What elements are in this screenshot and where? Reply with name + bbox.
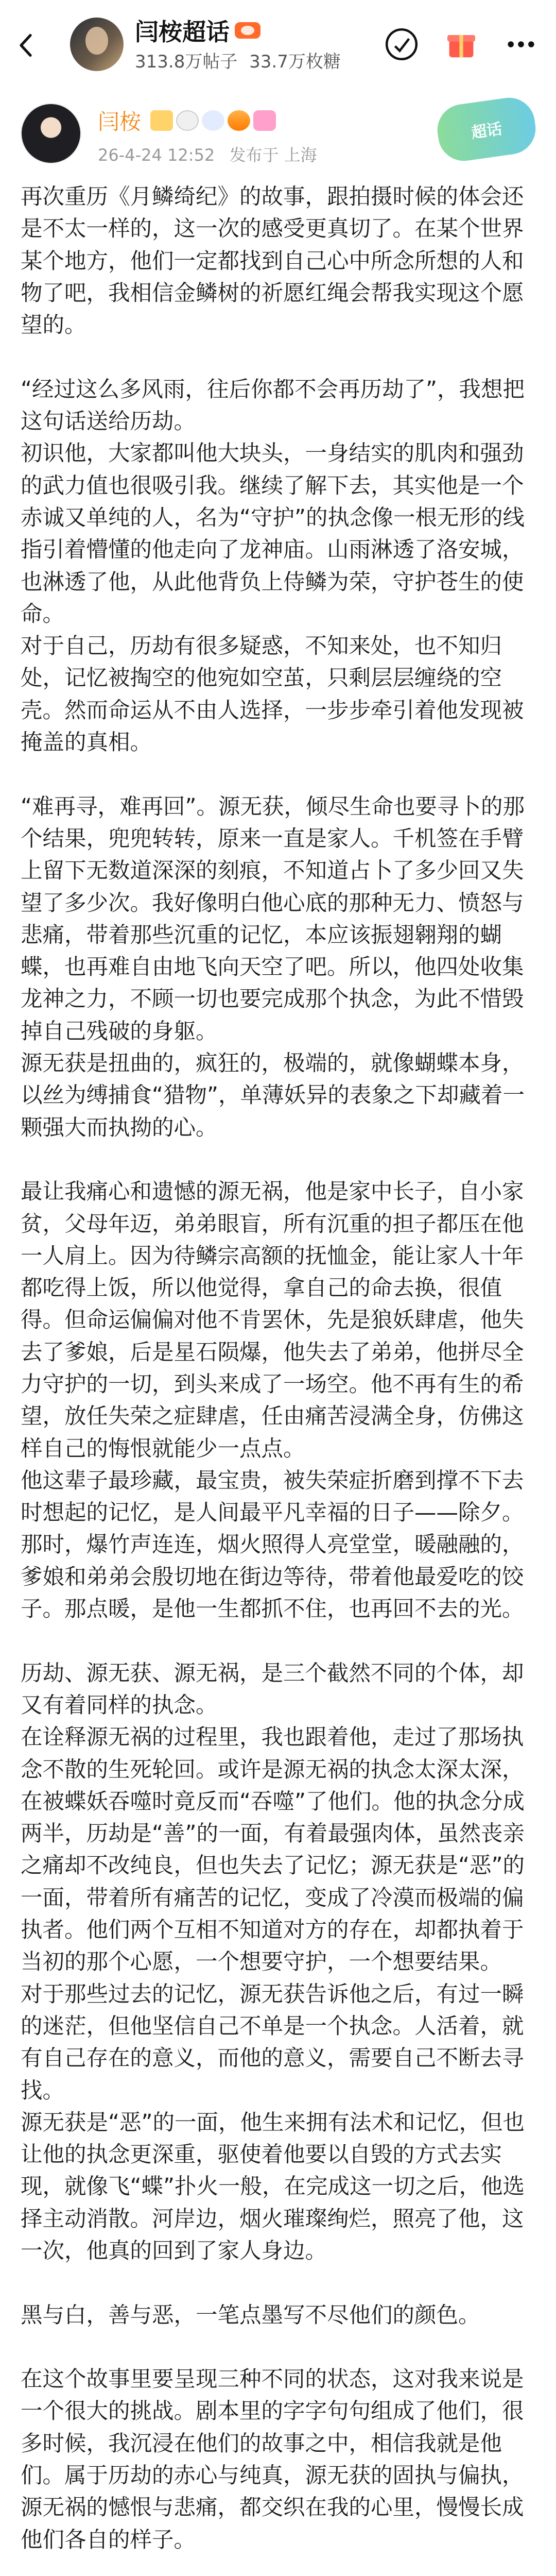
post-meta xyxy=(98,142,326,166)
post-paragraph: “经过这么多风雨，往后你都不会再历劫了”，我想把这句话送给历劫。 初识他，大家都叫他大块头，一身结实的肌肉和强劲的武力值也很吸引我。继续了解下去，其实他是一个赤诚又单纯的人，名为“守护”的执念像一根无形的线指引着懵懂的他走向了龙神庙。山雨淋透了洛安城，也淋透了他，从此他背负上侍鳞为荣，守护苍生的使命。 对于自己，历劫有很多疑惑，不知来处，也不知归处，记忆被掏空的他宛如空茧，只剩层层缠绕的空壳。然而命运从不由人选择，一步步牵引着他发现被掩盖的真相。 xyxy=(21,377,525,756)
post-paragraph: 历劫、源无获、源无祸，是三个截然不同的个体，却又有着同样的执念。 在诠释源无祸的过程里，我也跟着他，走过了那场执念不散的生死轮回。或许是源无祸的执念太深太深，在被蝶妖吞噬时竟反而“吞噬”了他们。他的执念分成两半，历劫是“善”的一面，有着最强肉体，虽然丧亲之痛却不改纯良，但也失去了记忆；源无获是“恶”的一面，带着所有痛苦的记忆，变成了冷漠而极端的偏执者。他们两个互相不知道对方的存在，却都执着于当初的那个心愿，一个想要守护，一个想要结果。 对于那些过去的记忆，源无获告诉他之后，有过一瞬的迷茫，但他坚信自己不单是一个执念。人活着，就有自己存在的意义，而他的意义，需要自己不断去寻找。 源无获是“恶”的一面，他生来拥有法术和记忆，但也让他的执念更深重，驱使着他要以自毁的方式去实现，就像飞“蝶”扑火一般，在完成这一切之后，他选择主动消散。河岸边，烟火璀璨绚烂，照亮了他，这一次，他真的回到了家人身边。 xyxy=(21,1660,525,2264)
post-count: 313.8万帖子 xyxy=(135,52,238,72)
supertopic-header xyxy=(0,0,556,84)
vip-badge-icon xyxy=(150,110,173,131)
supertopic-stats xyxy=(135,47,347,73)
post-content xyxy=(21,181,535,2576)
sun-badge-icon xyxy=(228,110,250,131)
author-badges xyxy=(150,110,276,131)
post-paragraph: 黑与白，善与恶，一笔点墨写不尽他们的颜色。 xyxy=(21,2302,480,2328)
sugar-count: 33.7万枚糖 xyxy=(249,52,341,72)
post-location: 发布于 上海 xyxy=(229,145,317,165)
supertopic-stamp: 超话 xyxy=(434,94,538,164)
author-name: 闫桉 xyxy=(98,109,142,134)
supertopic-name: 闫桉超话 xyxy=(135,18,230,46)
post-paragraph: 再次重历《月鳞绮纪》的故事，跟拍摄时候的体会还是不太一样的，这一次的感受更真切了。在某个世界某个地方，他们一定都找到自己心中所念所想的人和物了吧，我相信金鳞树的祈愿红绳会帮我实现这个愿望的。 xyxy=(21,184,524,338)
author-avatar[interactable] xyxy=(21,103,81,164)
heart-badge-icon xyxy=(253,110,276,131)
supertopic-title[interactable] xyxy=(135,13,260,47)
author-name-row[interactable] xyxy=(98,105,276,136)
back-arrow-icon[interactable] xyxy=(10,30,41,61)
supertopic-level-icon xyxy=(235,22,260,39)
post-paragraph: 在这个故事里要呈现三种不同的状态，这对我来说是一个很大的挑战。剧本里的字字句句组成了他们，很多时候，我沉浸在他们的故事之中，相信我就是他们。属于历劫的赤心与纯真，源无获的固执与偏执，源无祸的憾恨与悲痛，都交织在我的心里，慢慢长成他们各自的样子。 xyxy=(21,2367,524,2553)
more-icon[interactable] xyxy=(498,22,544,67)
gift-icon[interactable] xyxy=(439,22,484,67)
fan-badge-icon xyxy=(202,110,224,131)
panda-badge-icon xyxy=(176,110,199,131)
post-paragraph: “难再寻，难再回”。源无获，倾尽生命也要寻卜的那个结果，兜兜转转，原来一直是家人。千机签在手臂上留下无数道深深的刻痕，不知道占卜了多少回又失望了多少次。我好像明白他心底的那种无力、愤怒与悲痛，带着那些沉重的记忆，本应该振翅翱翔的蝴蝶，也再难自由地飞向天空了吧。所以，他四处收集龙神之力，不顾一切也要完成那个执念，为此不惜毁掉自己残破的身躯。 源无获是扭曲的，疯狂的，极端的，就像蝴蝶本身，以丝为缚捕食“猎物”，单薄妖异的表象之下却藏着一颗强大而执拗的心。 xyxy=(21,794,525,1141)
post-time: 26-4-24 12:52 xyxy=(98,145,215,165)
post-header xyxy=(0,98,556,175)
supertopic-avatar[interactable] xyxy=(70,18,124,71)
checkin-icon[interactable] xyxy=(379,22,424,67)
post-paragraph: 最让我痛心和遗憾的源无祸，他是家中长子，自小家贫，父母年迈，弟弟眼盲，所有沉重的担子都压在他一人肩上。因为待鳞宗高额的抚恤金，能让家人十年都吃得上饭，所以他觉得，拿自己的命去换，很值得。但命运偏偏对他不肯罢休，先是狼妖肆虐，他失去了爹娘，后是星石陨爆，他失去了弟弟，他拼尽全力守护的一切，到头来成了一场空。他不再有生的希望，放任失荣之症肆虐，任由痛苦浸满全身，仿佛这样自己的悔恨就能少一点点。 他这辈子最珍藏，最宝贵，被失荣症折磨到撑不下去时想起的记忆，是人间最平凡幸福的日子——除夕。那时，爆竹声连连，烟火照得人亮堂堂，暖融融的，爹娘和弟弟会殷切地在街边等待，带着他最爱吃的饺子。那点暖，是他一生都抓不住，也再回不去的光。 xyxy=(21,1179,524,1622)
